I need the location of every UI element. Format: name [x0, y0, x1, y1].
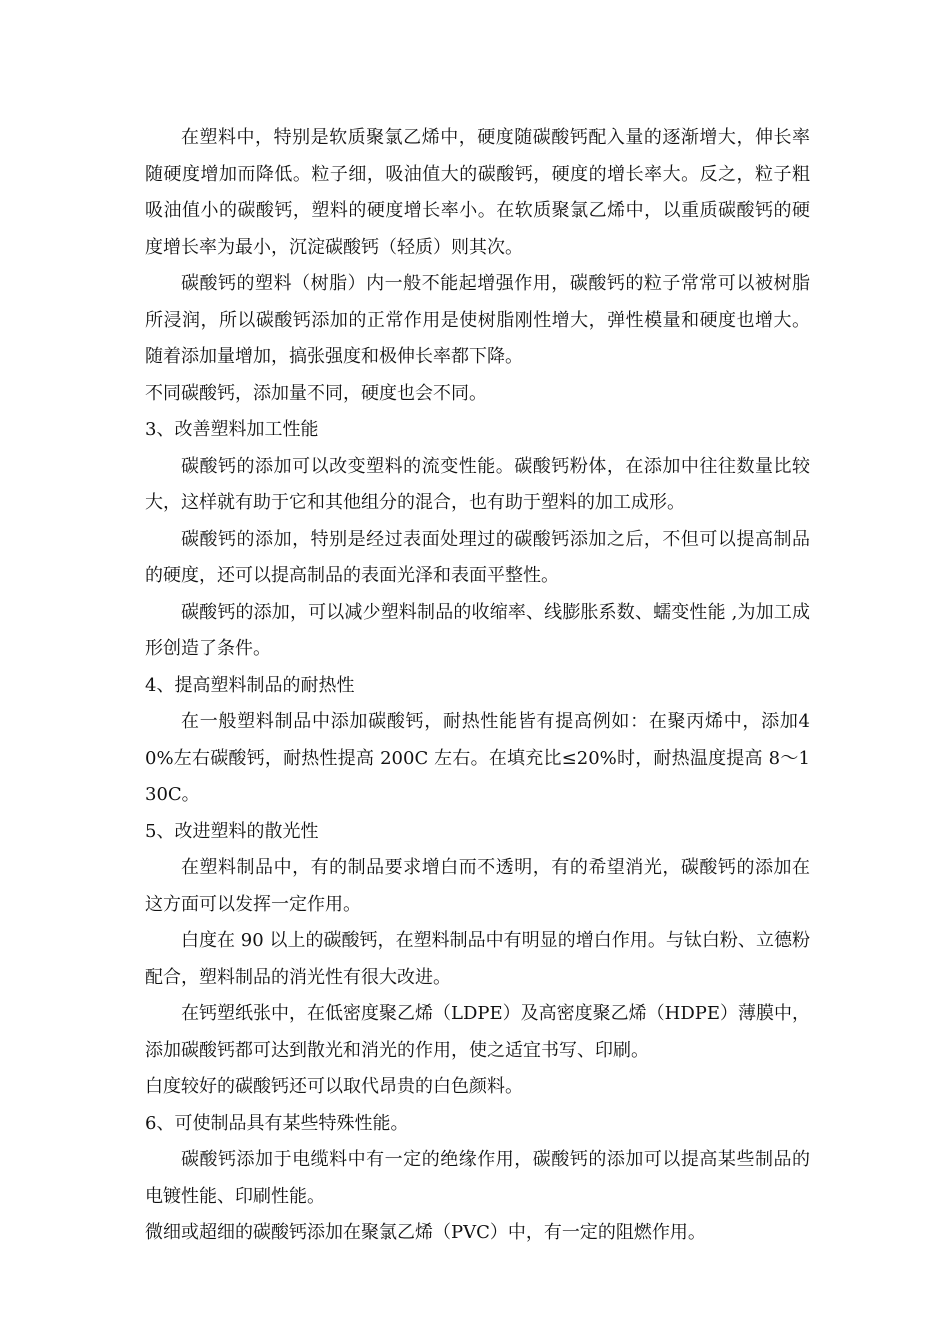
- paragraph-rheology: 碳酸钙的添加可以改变塑料的流变性能。碳酸钙粉体，在添加中往往数量比较大，这样就有助于它和其他组分的混合，也有助于塑料的加工成形。: [145, 455, 810, 513]
- paragraph-reinforcement: 碳酸钙的塑料（树脂）内一般不能起增强作用，碳酸钙的粒子常常可以被树脂所浸润，所以碳酸钙添加的正常作用是使树脂刚性增大，弹性模量和硬度也增大。随着添加量增加，搞张强度和极伸长率都下降。: [145, 273, 810, 367]
- document-page: [145, 120, 810, 1252]
- paragraph-whiteness: 白度在 90 以上的碳酸钙，在塑料制品中有明显的增白作用。与钛白粉、立德粉配合，塑料制品的消光性有很大改进。: [145, 930, 810, 988]
- section-heading-5: 5、改进塑料的散光性: [145, 820, 319, 842]
- paragraph-whitening: 在塑料制品中，有的制品要求增白而不透明，有的希望消光，碳酸钙的添加在这方面可以发挥一定作用。: [145, 857, 810, 915]
- paragraph-hardness-note: 不同碳酸钙，添加量不同，硬度也会不同。: [145, 382, 487, 404]
- paragraph-heat-resistance: 在一般塑料制品中添加碳酸钙，耐热性能皆有提高例如：在聚丙烯中，添加40%左右碳酸钙，耐热性提高 200C 左右。在填充比≤20%时，耐热温度提高 8～130C。: [145, 711, 810, 805]
- paragraph-hardness: 在塑料中，特别是软质聚氯乙烯中，硬度随碳酸钙配入量的逐渐增大，伸长率随硬度增加而降低。粒子细，吸油值大的碳酸钙，硬度的增长率大。反之，粒子粗吸油值小的碳酸钙，塑料的硬度增长率小。在软质聚氯乙烯中，以重质碳酸钙的硬度增长率为最小，沉淀碳酸钙（轻质）则其次。: [145, 127, 810, 258]
- paragraph-insulation: 碳酸钙添加于电缆料中有一定的绝缘作用，碳酸钙的添加可以提高某些制品的电镀性能、印刷性能。: [145, 1149, 810, 1207]
- section-heading-3: 3、改善塑料加工性能: [145, 419, 319, 440]
- paragraph-calcium-plastic-paper: 在钙塑纸张中，在低密度聚乙烯（LDPE）及高密度聚乙烯（HDPE）薄膜中，添加碳酸钙都可达到散光和消光的作用，使之适宜书写、印刷。: [145, 1003, 811, 1061]
- section-heading-6: 6、可使制品具有某些特殊性能。: [145, 1112, 409, 1134]
- paragraph-shrinkage: 碳酸钙的添加，可以减少塑料制品的收缩率、线膨胀系数、蠕变性能 ,为加工成形创造了条件。: [145, 601, 810, 659]
- paragraph-pigment: 白度较好的碳酸钙还可以取代昂贵的白色颜料。: [145, 1076, 523, 1097]
- paragraph-flame-retardant: 微细或超细的碳酸钙添加在聚氯乙烯（PVC）中，有一定的阻燃作用。: [145, 1222, 706, 1243]
- paragraph-surface: 碳酸钙的添加，特别是经过表面处理过的碳酸钙添加之后，不但可以提高制品的硬度，还可以提高制品的表面光泽和表面平整性。: [145, 528, 810, 586]
- section-heading-4: 4、提高塑料制品的耐热性: [145, 674, 355, 696]
